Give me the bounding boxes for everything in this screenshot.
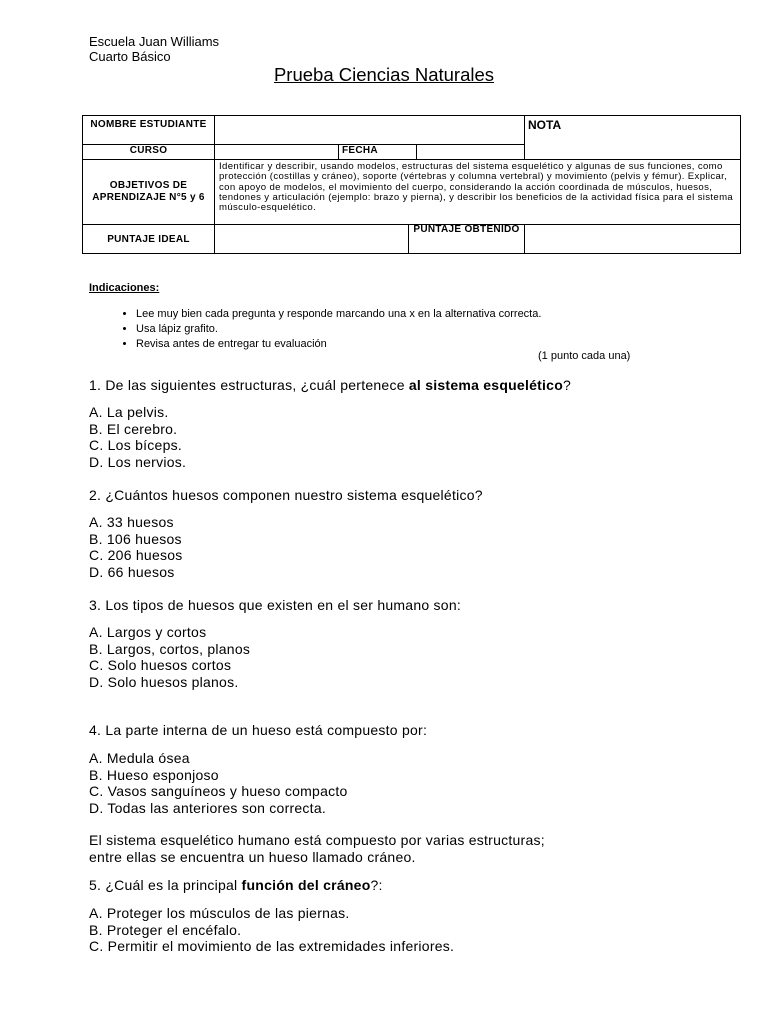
option[interactable]: D. 66 huesos bbox=[89, 563, 175, 580]
option[interactable]: C. Solo huesos cortos bbox=[89, 657, 232, 673]
ideal-score-label: PUNTAJE IDEAL bbox=[83, 225, 215, 254]
obtained-score-field[interactable] bbox=[525, 225, 741, 254]
question-5 bbox=[89, 877, 383, 894]
option[interactable]: B. 106 huesos bbox=[89, 530, 182, 547]
page-title bbox=[0, 64, 768, 86]
grade-label: NOTA bbox=[528, 118, 562, 132]
option[interactable]: B. Proteger el encéfalo. bbox=[89, 921, 242, 938]
option[interactable]: D. Solo huesos planos. bbox=[89, 673, 239, 690]
option[interactable]: A. Medula ósea bbox=[89, 750, 190, 766]
instructions-heading: Indicaciones: bbox=[89, 282, 160, 294]
student-name-label: NOMBRE ESTUDIANTE bbox=[83, 116, 215, 145]
question-5-text: 5. ¿Cuál es la principal bbox=[89, 877, 242, 893]
student-name-field[interactable] bbox=[215, 116, 525, 145]
instruction-item: • Lee muy bien cada pregunta y responde marcando una x en la alternativa correcta. bbox=[136, 307, 541, 322]
question-5-suffix: ?: bbox=[370, 877, 383, 893]
question-2 bbox=[89, 487, 483, 504]
context-line-2: entre ellas se encuentra un hueso llamado cráneo. bbox=[89, 848, 416, 865]
question-3-options bbox=[89, 624, 250, 690]
objectives-label: OBJETIVOS DE APRENDIZAJE N°5 y 6 bbox=[83, 160, 215, 225]
question-1-bold: al sistema esquelético bbox=[408, 377, 564, 393]
option[interactable]: D. Todas las anteriores son correcta. bbox=[89, 799, 326, 816]
question-1 bbox=[89, 377, 571, 394]
option[interactable]: A. Proteger los músculos de las piernas. bbox=[89, 905, 350, 921]
question-3-text: 3. Los tipos de huesos que existen en el ser humano son: bbox=[89, 597, 462, 613]
school-grade: Cuarto Básico bbox=[89, 49, 171, 64]
instruction-item: • Revisa antes de entregar tu evaluación bbox=[136, 337, 541, 352]
course-field[interactable] bbox=[215, 145, 339, 160]
option[interactable]: B. El cerebro. bbox=[89, 420, 178, 437]
option[interactable]: C. Permitir el movimiento de las extremidades inferiores. bbox=[89, 938, 455, 954]
option[interactable]: C. Vasos sanguíneos y hueso compacto bbox=[89, 783, 348, 799]
ideal-score-field[interactable] bbox=[215, 225, 409, 254]
context-line-1: El sistema esquelético humano está compuesto por varias estructuras; bbox=[89, 832, 545, 848]
course-label: CURSO bbox=[83, 145, 215, 160]
option[interactable]: C. 206 huesos bbox=[89, 547, 183, 563]
question-1-options bbox=[89, 404, 186, 470]
question-5-options bbox=[89, 905, 454, 955]
question-4-options bbox=[89, 750, 348, 816]
question-1-suffix: ? bbox=[563, 377, 572, 393]
question-4-text: 4. La parte interna de un hueso está compuesto por: bbox=[89, 722, 428, 738]
grade-cell[interactable] bbox=[525, 116, 741, 160]
date-field[interactable] bbox=[417, 145, 525, 160]
question-2-options bbox=[89, 514, 183, 580]
option[interactable]: B. Hueso esponjoso bbox=[89, 766, 219, 783]
option[interactable]: A. La pelvis. bbox=[89, 404, 169, 420]
option[interactable]: A. 33 huesos bbox=[89, 514, 174, 530]
school-name: Escuela Juan Williams bbox=[89, 34, 220, 49]
page-title-text: Prueba Ciencias Naturales bbox=[273, 64, 495, 85]
question-3 bbox=[89, 597, 461, 614]
question-2-text: 2. ¿Cuántos huesos componen nuestro sistema esquelético? bbox=[89, 487, 483, 503]
obtained-score-label: PUNTAJE OBTENIDO bbox=[409, 225, 525, 254]
date-label: FECHA bbox=[339, 145, 417, 160]
instruction-item: • Usa lápiz grafito. bbox=[136, 322, 541, 337]
question-1-text: 1. De las siguientes estructuras, ¿cuál pertenece bbox=[89, 377, 409, 393]
instructions-list bbox=[116, 307, 541, 352]
option[interactable]: D. Los nervios. bbox=[89, 453, 187, 470]
question-4 bbox=[89, 722, 427, 739]
option[interactable]: A. Largos y cortos bbox=[89, 624, 207, 640]
student-info-table bbox=[82, 115, 741, 254]
school-header bbox=[89, 34, 219, 64]
option[interactable]: C. Los bíceps. bbox=[89, 437, 182, 453]
question-5-bold: función del cráneo bbox=[241, 877, 371, 893]
objectives-text: Identificar y describir, usando modelos, estructuras del sistema esquelético y algunas de sus funciones, como protección (costillas y cráneo), soporte (vértebras y columna vertebral) y movimiento (pelvis y fémur). Explicar, con apoyo de modelos, el movimiento del cuerpo, considerando la acción coordinada de músculos, huesos, tendones y articulación (ejemplo: brazo y pierna), y describir los beneficios de la actividad física para el sistema músculo-esquelético. bbox=[215, 160, 741, 225]
context-paragraph bbox=[89, 832, 545, 865]
option[interactable]: B. Largos, cortos, planos bbox=[89, 640, 251, 657]
points-note: (1 punto cada una) bbox=[538, 350, 631, 362]
